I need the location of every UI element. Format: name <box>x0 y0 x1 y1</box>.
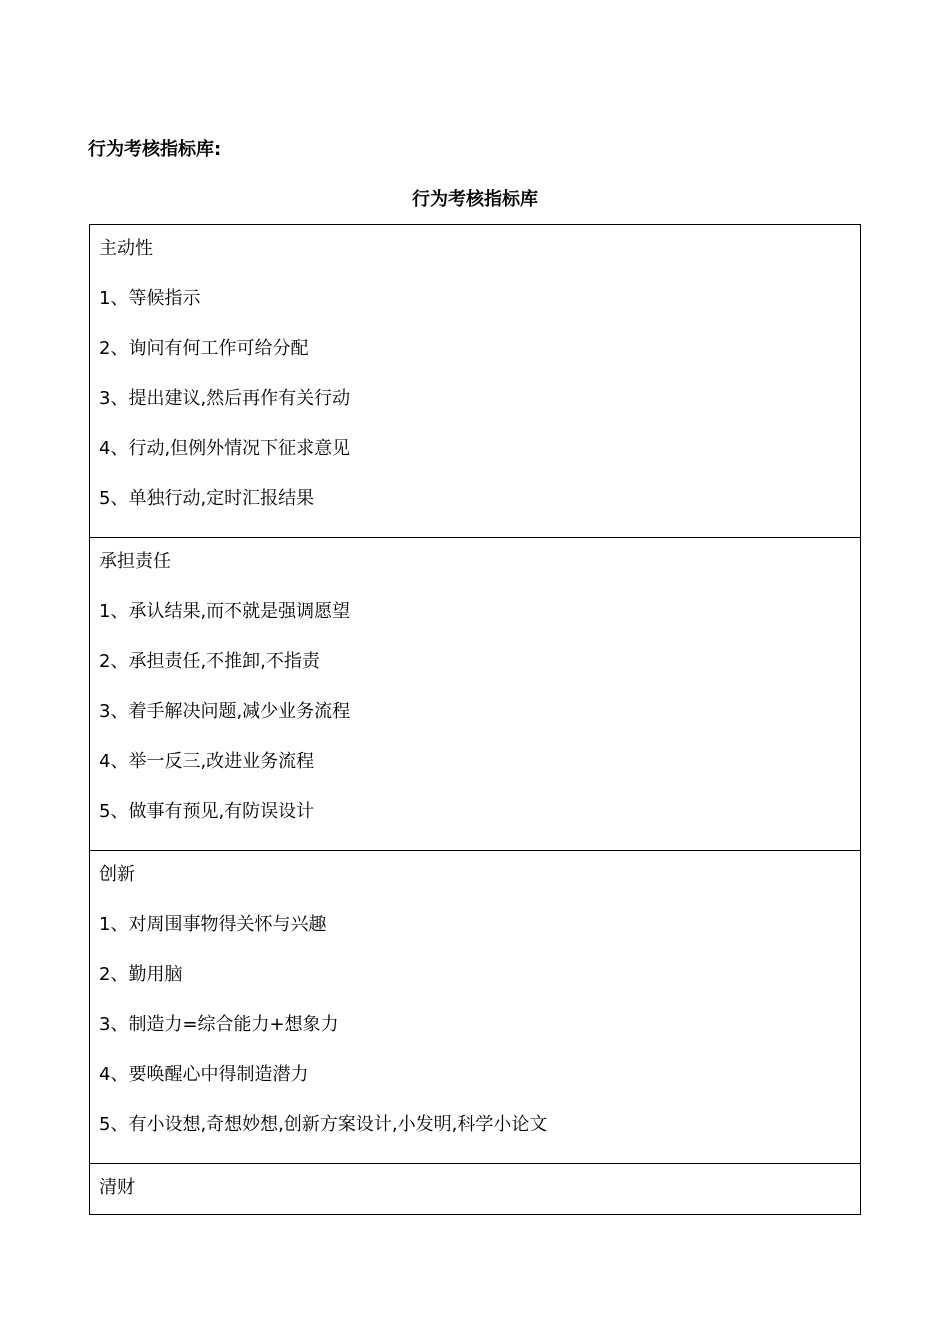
section-initiative <box>90 225 860 537</box>
list-item: 1、对周围事物得关怀与兴趣 <box>99 914 327 935</box>
indicator-table <box>89 224 861 1215</box>
list-item: 3、着手解决问题,减少业务流程 <box>99 701 351 722</box>
section-innovation <box>90 850 860 1163</box>
list-item: 2、询问有何工作可给分配 <box>99 338 309 359</box>
section-responsibility <box>90 537 860 850</box>
list-item: 4、举一反三,改进业务流程 <box>99 751 315 772</box>
list-item: 2、勤用脑 <box>99 964 183 985</box>
list-item: 5、单独行动,定时汇报结果 <box>99 488 315 509</box>
list-item: 1、承认结果,而不就是强调愿望 <box>99 601 351 622</box>
list-item: 3、提出建议,然后再作有关行动 <box>99 388 351 409</box>
section-title: 主动性 <box>99 238 153 259</box>
table-title: 行为考核指标库 <box>412 189 538 210</box>
list-item: 5、做事有预见,有防误设计 <box>99 801 315 822</box>
list-item: 1、等候指示 <box>99 288 201 309</box>
page-heading: 行为考核指标库: <box>88 139 222 160</box>
section-title: 创新 <box>99 864 135 885</box>
list-item: 3、制造力=综合能力+想象力 <box>99 1014 339 1035</box>
list-item: 2、承担责任,不推卸,不指责 <box>99 651 320 672</box>
section-title: 承担责任 <box>99 551 171 572</box>
section-title: 清财 <box>99 1177 135 1198</box>
list-item: 5、有小设想,奇想妙想,创新方案设计,小发明,科学小论文 <box>99 1114 548 1135</box>
list-item: 4、要唤醒心中得制造潜力 <box>99 1064 309 1085</box>
section-finance <box>90 1163 860 1214</box>
list-item: 4、行动,但例外情况下征求意见 <box>99 438 351 459</box>
